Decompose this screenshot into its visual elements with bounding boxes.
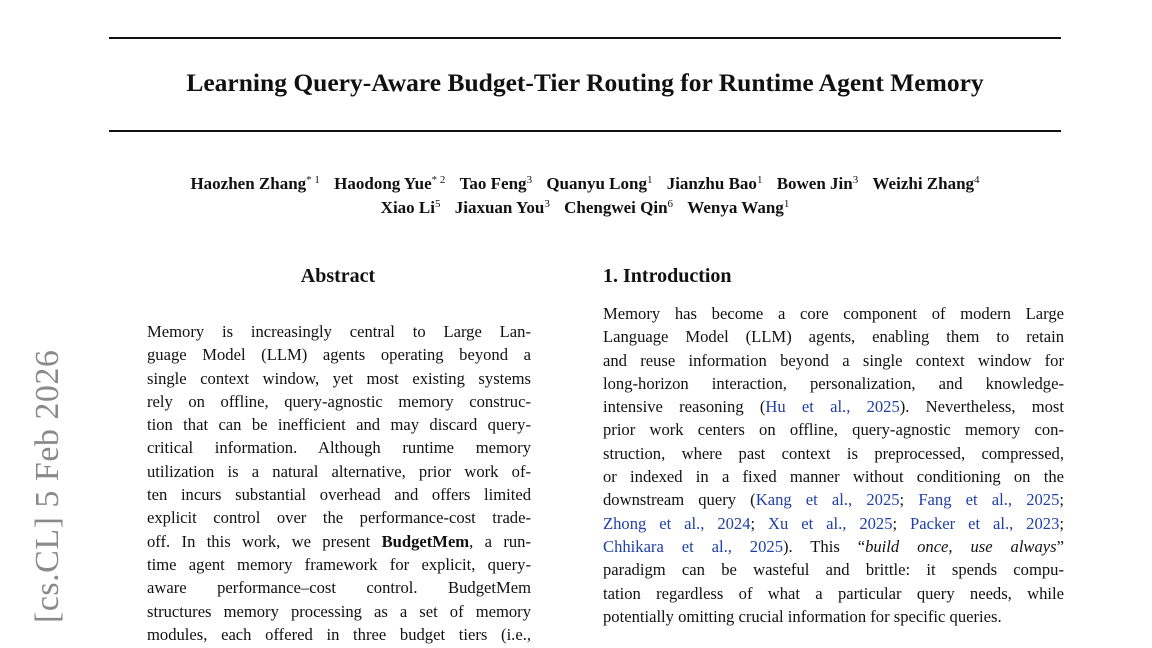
introduction-heading: 1. Introduction: [603, 265, 732, 287]
intro-line: paradigm can be wasteful and brittle: it spends compu-: [603, 560, 1064, 580]
citation-link[interactable]: Kang et al., 2025: [755, 490, 900, 510]
intro-line: tation regardless of what a particular query needs, while: [603, 583, 1064, 603]
author-list-line-2: [100, 197, 1070, 219]
citation-link[interactable]: Hu et al., 2025: [765, 397, 900, 417]
intro-line: long-horizon interaction, personalization, and knowledge-: [603, 373, 1064, 393]
abstract-line: ten incurs substantial overhead and offers limited: [147, 485, 531, 505]
author: Wenya Wang$^1$: [687, 198, 790, 217]
abstract-line: rely on offline, query-agnostic memory construc-: [147, 391, 531, 411]
citation-link[interactable]: Xu et al., 2025: [768, 513, 893, 533]
author: Jiaxuan You$^3$: [454, 198, 550, 217]
abstract-line: Memory is increasingly central to Large Lan-: [147, 322, 531, 341]
intro-line: intensive reasoning (Hu et al., 2025). Nevertheless, most: [603, 397, 1064, 417]
title-rule-top: [109, 37, 1061, 39]
intro-line: Memory has become a core component of modern Large: [603, 304, 1064, 323]
abstract-line: explicit control over the performance-cost trade-: [147, 508, 531, 528]
citation-link[interactable]: Packer et al., 2023: [910, 513, 1060, 533]
intro-line: Language Model (LLM) agents, enabling them to retain: [603, 327, 1064, 347]
author: Weizhi Zhang$^4$: [872, 174, 980, 193]
intro-line: downstream query (Kang et al., 2025; Fang et al., 2025;: [603, 490, 1064, 510]
abstract-line: aware performance–cost control. BudgetMem: [147, 578, 531, 598]
abstract-line: utilization is a natural alternative, prior work of-: [147, 461, 531, 481]
author: Chengwei Qin$^6$: [564, 198, 674, 217]
abstract-line: time agent memory framework for explicit, query-: [147, 554, 531, 574]
intro-line: or indexed in a fixed manner without conditioning on the: [603, 467, 1064, 487]
abstract-heading: Abstract: [300, 265, 376, 287]
author: Xiao Li$^5$: [380, 198, 441, 217]
arxiv-side-stamp: [cs.CL] 5 Feb 2026: [29, 349, 66, 623]
author-list-line-1: [100, 173, 1070, 195]
intro-line: Zhong et al., 2024; Xu et al., 2025; Packer et al., 2023;: [603, 513, 1064, 533]
title-rule-bottom: [109, 130, 1061, 132]
budgetmem-name: BudgetMem: [381, 531, 470, 551]
intro-line: and reuse information beyond a single context window for: [603, 350, 1064, 370]
author: Tao Feng$^3$: [459, 174, 533, 193]
abstract-body: [147, 320, 531, 646]
author: Haozhen Zhang$^{* 1}$: [190, 174, 320, 193]
intro-line: Chhikara et al., 2025). This “build once, use always”: [603, 536, 1064, 556]
author: Haodong Yue$^{* 2}$: [334, 174, 446, 193]
intro-line: potentially omitting crucial information for specific queries.: [603, 606, 1002, 626]
citation-link[interactable]: Zhong et al., 2024: [603, 513, 751, 533]
citation-link[interactable]: Chhikara et al., 2025: [603, 536, 783, 556]
author: Bowen Jin$^3$: [776, 174, 859, 193]
intro-line: struction, where past context is preprocessed, compressed,: [603, 443, 1064, 463]
abstract-line: guage Model (LLM) agents operating beyond a: [147, 345, 531, 365]
author: Quanyu Long$^1$: [546, 174, 653, 193]
abstract-line: critical information. Although runtime memory: [147, 438, 531, 458]
abstract-line: tion that can be inefficient and may discard query-: [147, 415, 531, 435]
introduction-body: [603, 302, 1064, 628]
paper-title: Learning Query-Aware Budget-Tier Routing for Runtime Agent Memory: [186, 68, 984, 97]
abstract-line: modules, each offered in three budget tiers (i.e.,: [147, 624, 531, 644]
intro-line: prior work centers on offline, query-agnostic memory con-: [603, 420, 1064, 440]
author: Jianzhu Bao$^1$: [666, 174, 763, 193]
quoted-paradigm: build once, use always: [865, 536, 1057, 556]
abstract-line: off. In this work, we present BudgetMem, a run-: [147, 531, 531, 551]
abstract-line: structures memory processing as a set of memory: [147, 601, 531, 621]
citation-link[interactable]: Fang et al., 2025: [918, 490, 1060, 510]
abstract-line: single context window, yet most existing systems: [147, 368, 531, 388]
